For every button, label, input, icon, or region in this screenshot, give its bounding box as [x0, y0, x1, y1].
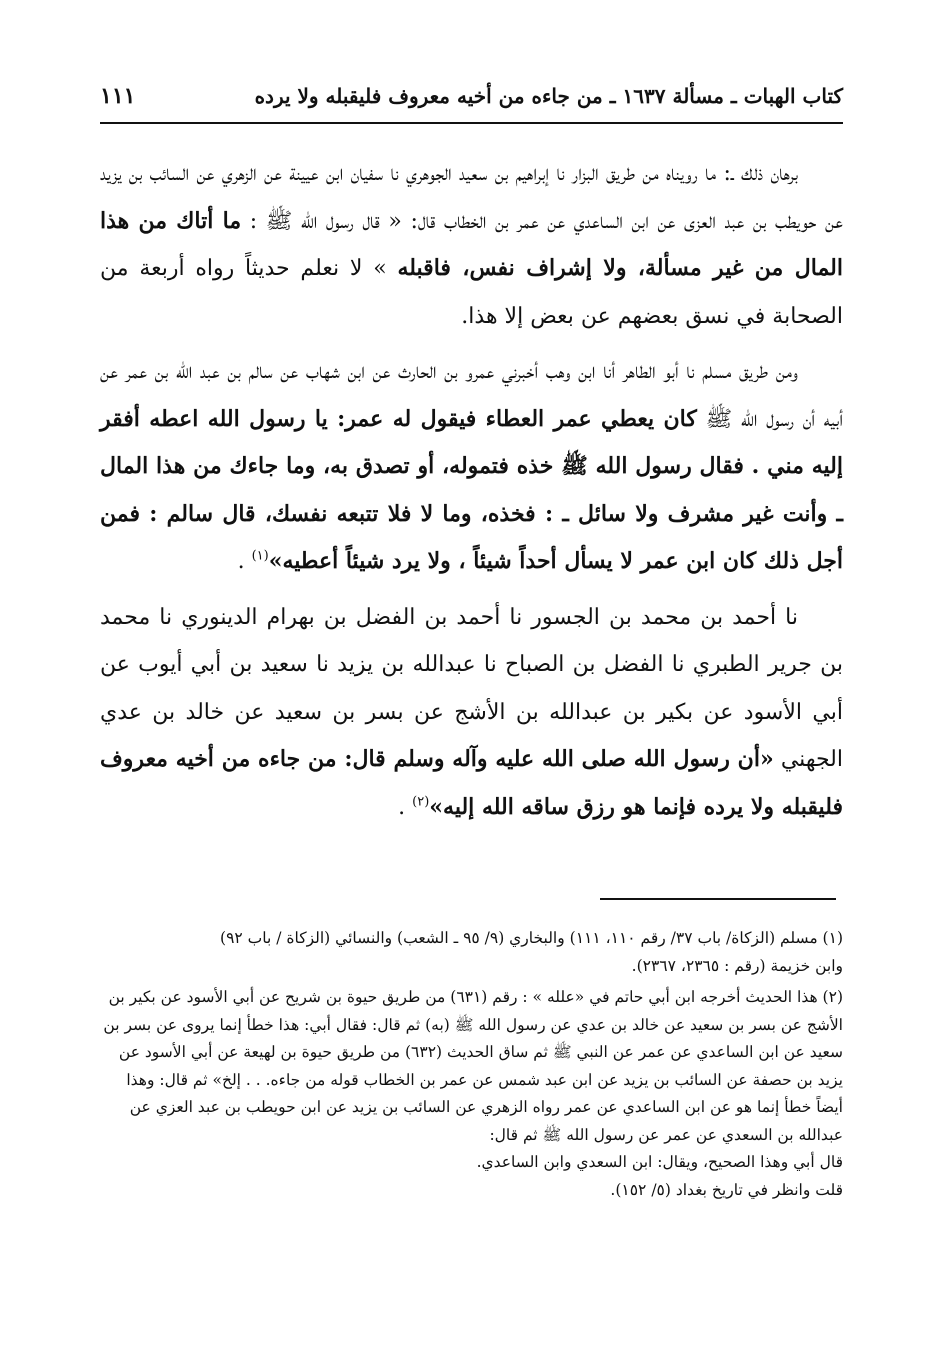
footnote-2-main: (٢) هذا الحديث أخرجه ابن أبي حاتم في «علله » : رقم (٦٣١) من طريق حيوة بن شريح عن أبي الأسود عن بكير بن الأشج عن بسر بن سعيد عن خالد بن عدي عن رسول الله ﷺ (به) ثم قال: فقال أبي: هذا خطأ إنما يروى عن بسر بن سعيد عن ابن الساعدي عن عمر عن النبي ﷺ ثم ساق الحديث (٦٣٢) من طريق حيوة بن لهيعة عن أبي الأسود عن يزيد بن حصفة عن السائب بن يزيد عن ابن عبد شمس عن عمر بن الخطاب قوله من جاءه. . . إلخ» ثم قال: وهذا أيضاً خطأ إنما هو عن ابن الساعدي عن عمر رواه الزهري عن السائب بن يزيد عن ابن حويطب بن عبد العزي عن عبدالله بن السعدي عن عمر عن رسول الله ﷺ ثم قال:	[103, 988, 843, 1144]
footnote-2	[100, 984, 843, 1204]
footnote-2-abi-line: قال أبي وهذا الصحيح، ويقال: ابن السعدي وابن الساعدي.	[476, 1153, 843, 1171]
footnote-1-line-1: (١) مسلم (الزكاة/ باب ٣٧/ رقم ١١٠، ١١١) والبخاري (٩/ ٩٥ ـ الشعب) والنسائي (الزكاة / باب ٩٢)	[220, 929, 843, 947]
footnote-1-line-2: وابن خزيمة (رقم : ٢٣٦٥، ٢٣٦٧).	[631, 956, 843, 975]
footnote-2-qult-line: قلت وانظر في تاريخ بغداد (٥/ ١٥٢).	[610, 1180, 843, 1199]
p1-text-a: برهان ذلك ـ: ما رويناه من طريق البزار نا إبراهيم بن سعيد الجوهري نا سفيان ابن عيينة عن الزهري عن السائب بن يزيد عن حويطب بن عبد العزى عن ابن الساعدي عن عمر بن الخطاب قال: « قال رسول الله ﷺ :	[100, 161, 843, 234]
running-title: كتاب الهبات ـ مسألة ١٦٣٧ ـ من جاءه من أخيه معروف فليقبله ولا يرده	[254, 84, 843, 108]
footnote-ref-2: (٢)	[412, 794, 430, 810]
p1-hadith-bold: ما أتاك من هذا المال من غير مسألة، ولا إشراف نفس، فاقبله	[100, 207, 843, 281]
p2-text-c: .	[237, 549, 252, 574]
footnotes	[100, 925, 843, 1208]
p1-text-c: » لا نعلم حديثاً رواه أربعة من الصحابة في نسق بعضهم عن بعض إلا هذا.	[100, 256, 843, 329]
p3-text-a: نا أحمد بن محمد بن الجسور نا أحمد بن الفضل بن بهرام الدينوري نا محمد بن جرير الطبري نا الفضل بن الصباح نا عبدالله بن يزيد نا سعيد بن أبي أيوب عن أبي الأسود عن بكير بن عبدالله بن الأشج عن بسر بن سعيد عن خالد بن عدي الجهني	[100, 604, 843, 772]
paragraph-1	[100, 150, 843, 340]
page-number: ١١١	[100, 83, 136, 109]
paragraph-3	[100, 594, 843, 832]
p2-hadith-bold: كان يعطي عمر العطاء فيقول له عمر: يا رسول الله اعطه أفقر إليه مني . فقال رسول الله ﷺ خذه فتموله، أو تصدق به، وما جاءك من هذا المال ـ وأنت غير مشرف ولا سائل ـ : فخذه، وما لا فلا تتبعه نفسك، قال سالم : فمن أجل ذلك كان ابن عمر لا يسأل أحداً شيئاً ، ولا يرد شيئاً أعطيه»	[100, 405, 843, 574]
footnote-ref-1: (١)	[251, 548, 269, 564]
footnote-1	[100, 925, 843, 980]
header-rule	[100, 122, 843, 124]
p3-hadith-bold: «أن رسول الله صلى الله عليه وآله وسلم قال: من جاءه من أخيه معروف فليقبله ولا يرده فإنما هو رزق ساقه الله إليه»	[100, 746, 843, 820]
page-header	[100, 72, 843, 120]
paragraph-2	[100, 348, 843, 586]
footnote-separator	[600, 898, 836, 900]
p3-text-c: .	[398, 794, 413, 820]
main-text	[100, 150, 843, 839]
p2-text-a: ومن طريق مسلم نا أبو الطاهر أنا ابن وهب أخبرني عمرو بن الحارث عن ابن شهاب عن سالم بن عبد الله بن عمر عن أبيه أن رسول الله ﷺ	[100, 359, 843, 432]
